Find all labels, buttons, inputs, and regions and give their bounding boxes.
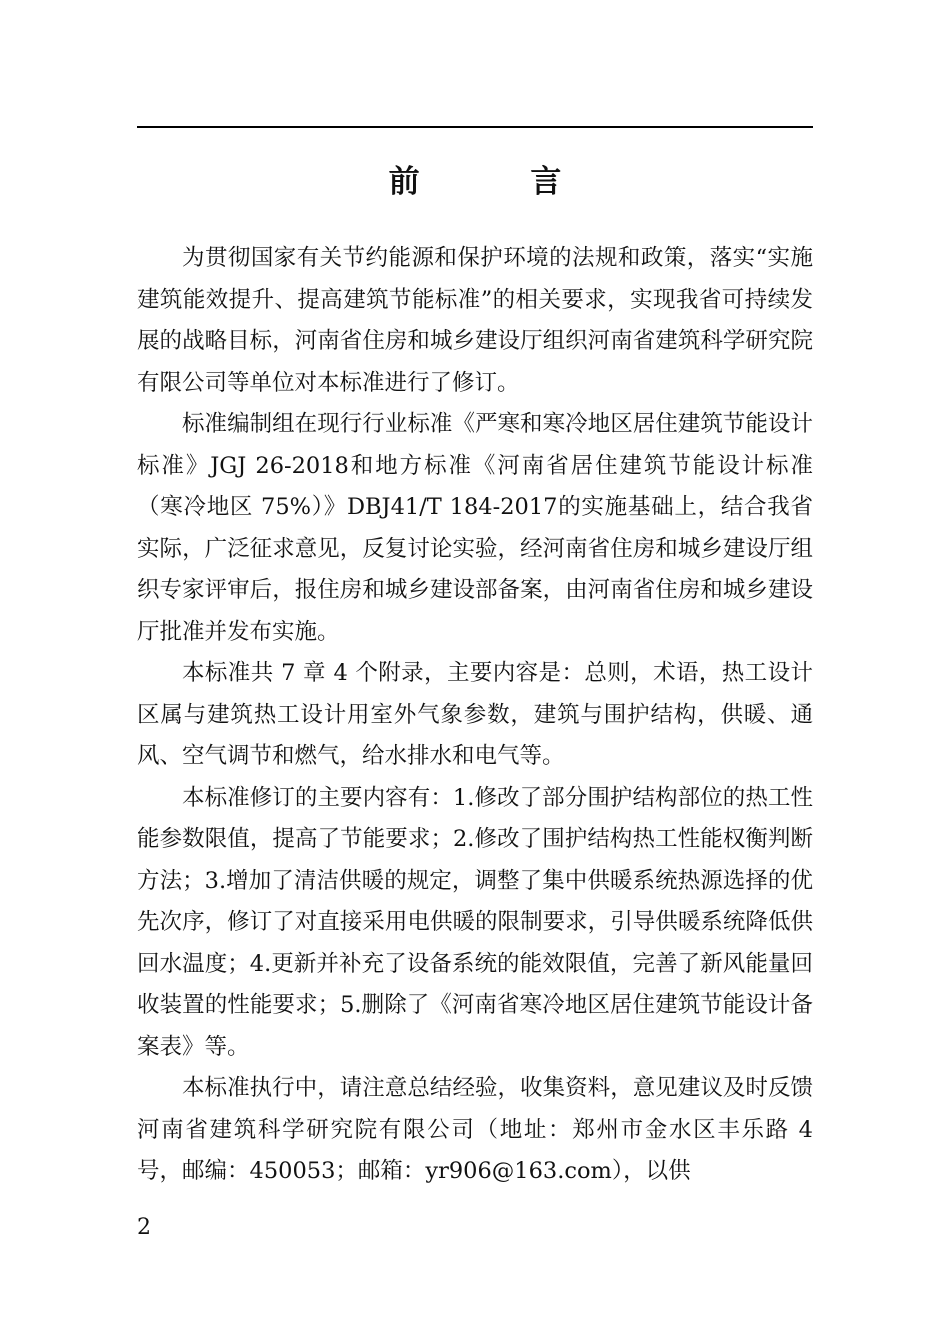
page-title: 前 言 (388, 164, 612, 200)
body-text (137, 238, 813, 1193)
paragraph-purpose: 为贯彻国家有关节约能源和保护环境的法规和政策，落实“实施建筑能效提升、提高建筑节能标准”的相关要求，实现我省可持续发展的战略目标，河南省住房和城乡建设厅组织河南省建筑科学研究院有限公司等单位对本标准进行了修订。 (137, 245, 813, 396)
paragraph-revisions: 本标准修订的主要内容有：1.修改了部分围护结构部位的热工性能参数限值，提高了节能要求；2.修改了围护结构热工性能权衡判断方法；3.增加了清洁供暖的规定，调整了集中供暖系统热源选择的优先次序，修订了对直接采用电供暖的限制要求，引导供暖系统降低供回水温度；4.更新并补充了设备系统的能效限值，完善了新风能量回收装置的性能要求；5.删除了《河南省寒冷地区居住建筑节能设计备案表》等。 (137, 784, 813, 1060)
page-number: 2 (137, 1215, 151, 1240)
paragraph-basis: 标准编制组在现行行业标准《严寒和寒冷地区居住建筑节能设计标准》JGJ 26-2018和地方标准《河南省居住建筑节能设计标准（寒冷地区 75%）》DBJ41/T 184-2017的实施基础上，结合我省实际，广泛征求意见，反复讨论实验，经河南省住房和城乡建设厅组织专家评审后，报住房和城乡建设部备案，由河南省住房和城乡建设厅批准并发布实施。 (137, 411, 813, 645)
header-rule (137, 126, 813, 128)
paragraph-contents: 本标准共 7 章 4 个附录，主要内容是：总则，术语，热工设计区属与建筑热工设计用室外气象参数，建筑与围护结构，供暖、通风、空气调节和燃气，给水排水和电气等。 (137, 660, 813, 769)
paragraph-feedback: 本标准执行中，请注意总结经验，收集资料，意见建议及时反馈河南省建筑科学研究院有限公司（地址：郑州市金水区丰乐路 4 号，邮编：450053；邮箱：yr906@163.com），以供 (137, 1075, 813, 1184)
